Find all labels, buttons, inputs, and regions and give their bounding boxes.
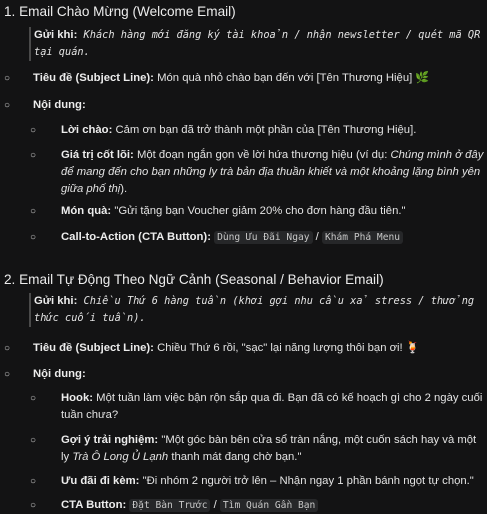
cta-use-offer-button[interactable]: Dùng Ưu Đãi Ngay (214, 231, 312, 244)
section-2-heading: 2. Email Tự Động Theo Ngữ Cảnh (Seasonal / Behavior Email) (4, 272, 384, 287)
bullet-icon: ○ (30, 476, 37, 487)
greeting-text: Cảm ơn bạn đã trở thành một phần của [Tên Thương Hiệu]. (115, 124, 417, 136)
send-when-label: Gửi khi: (34, 295, 78, 307)
cta-label: CTA Button: (61, 499, 127, 511)
bullet-icon: ○ (30, 232, 37, 243)
subject-label: Tiêu đề (Subject Line): (33, 342, 154, 354)
core-value-item: Giá trị cốt lõi: Một đoạn ngắn gọn về lời hứa thương hiệu (ví dụ: Chúng mình ở đây để mang đến cho bạn những ly trà bản địa thuần khiết và một khoảng lặng bình yên giữa phố thị). (61, 149, 484, 195)
experience-item: Gợi ý trải nghiệm: "Một góc bàn bên cửa sổ tràn nắng, một cuốn sách hay và một ly Trà Ô Long Ủ Lạnh thanh mát đang chờ bạn." (61, 434, 477, 463)
section-2-subject-item (33, 340, 481, 357)
cta-label: Call-to-Action (CTA Button): (61, 231, 211, 243)
bullet-icon: ○ (30, 393, 37, 404)
section-1-subject-item (33, 70, 481, 87)
hook-item (61, 390, 485, 424)
bullet-icon: ○ (4, 369, 11, 380)
bullet-icon: ○ (4, 73, 11, 84)
core-value-text: Một đoạn ngắn gọn về lời hứa thương hiệu (ví dụ: (136, 149, 388, 161)
bullet-icon: ○ (30, 150, 37, 161)
bullet-icon: ○ (30, 500, 37, 511)
send-when-text: Khách hàng mới đăng ký tài khoản / nhận newsletter / quét mã QR tại quán. (34, 29, 481, 58)
hook-label: Hook: (61, 392, 94, 404)
experience-label: Gợi ý trải nghiệm: (61, 434, 159, 446)
section-1-content-item (33, 97, 481, 114)
cta-item: Call-to-Action (CTA Button): Dùng Ưu Đãi Ngay / Khám Phá Menu (61, 229, 485, 246)
send-when-text: Chiều Thứ 6 hàng tuần (khơi gợi nhu cầu xả stress / thưởng thức cuối tuần). (34, 295, 475, 324)
gift-item (61, 203, 485, 220)
bullet-icon: ○ (4, 343, 11, 354)
greeting-item (61, 122, 485, 139)
content-label: Nội dung: (33, 99, 86, 111)
bullet-icon: ○ (4, 100, 11, 111)
hook-text: Một tuần làm việc bận rộn sắp qua đi. Bạn đã có kế hoạch gì cho 2 ngày cuối tuần chưa? (61, 392, 483, 421)
bullet-icon: ○ (30, 206, 37, 217)
content-label: Nội dung: (33, 368, 86, 380)
cta-find-nearby-button[interactable]: Tìm Quán Gần Bạn (220, 499, 318, 512)
greeting-label: Lời chào: (61, 124, 113, 136)
send-when-label: Gửi khi: (34, 29, 78, 41)
section-2-send-when-quote (29, 293, 486, 327)
experience-product: Trà Ô Long Ủ Lạnh (72, 451, 169, 463)
subject-text: Chiều Thứ 6 rồi, "sạc" lại năng lượng thôi bạn ơi! 🍹 (157, 342, 420, 354)
bullet-icon: ○ (30, 435, 37, 446)
cta-explore-menu-button[interactable]: Khám Phá Menu (322, 231, 403, 244)
subject-label: Tiêu đề (Subject Line): (33, 72, 154, 84)
section-2-content-item (33, 366, 481, 383)
offer-item (61, 473, 485, 490)
cta-book-table-button[interactable]: Đặt Bàn Trước (129, 499, 210, 512)
core-value-example: Chúng mình ở đây để mang đến cho bạn những ly trà bản địa thuần khiết và một khoảng lặng bình yên giữa phố thị (61, 149, 484, 195)
core-value-label: Giá trị cốt lõi: (61, 149, 134, 161)
offer-text: "Đi nhóm 2 người trở lên – Nhận ngay 1 phần bánh ngọt tự chọn." (142, 475, 474, 487)
gift-text: "Gửi tặng bạn Voucher giảm 20% cho đơn hàng đầu tiên." (114, 205, 406, 217)
section-1-send-when-quote (29, 27, 486, 61)
gift-label: Món quà: (61, 205, 112, 217)
subject-text: Món quà nhỏ chào bạn đến với [Tên Thương Hiệu] 🌿 (157, 72, 430, 84)
offer-label: Ưu đãi đi kèm: (61, 475, 140, 487)
cta-item: CTA Button: Đặt Bàn Trước / Tìm Quán Gần Bạn (61, 497, 485, 514)
experience-text: "Một góc bàn bên cửa sổ tràn nắng, một cuốn sách hay và một ly (61, 434, 477, 463)
bullet-icon: ○ (30, 125, 37, 136)
section-1-heading: 1. Email Chào Mừng (Welcome Email) (4, 4, 236, 19)
